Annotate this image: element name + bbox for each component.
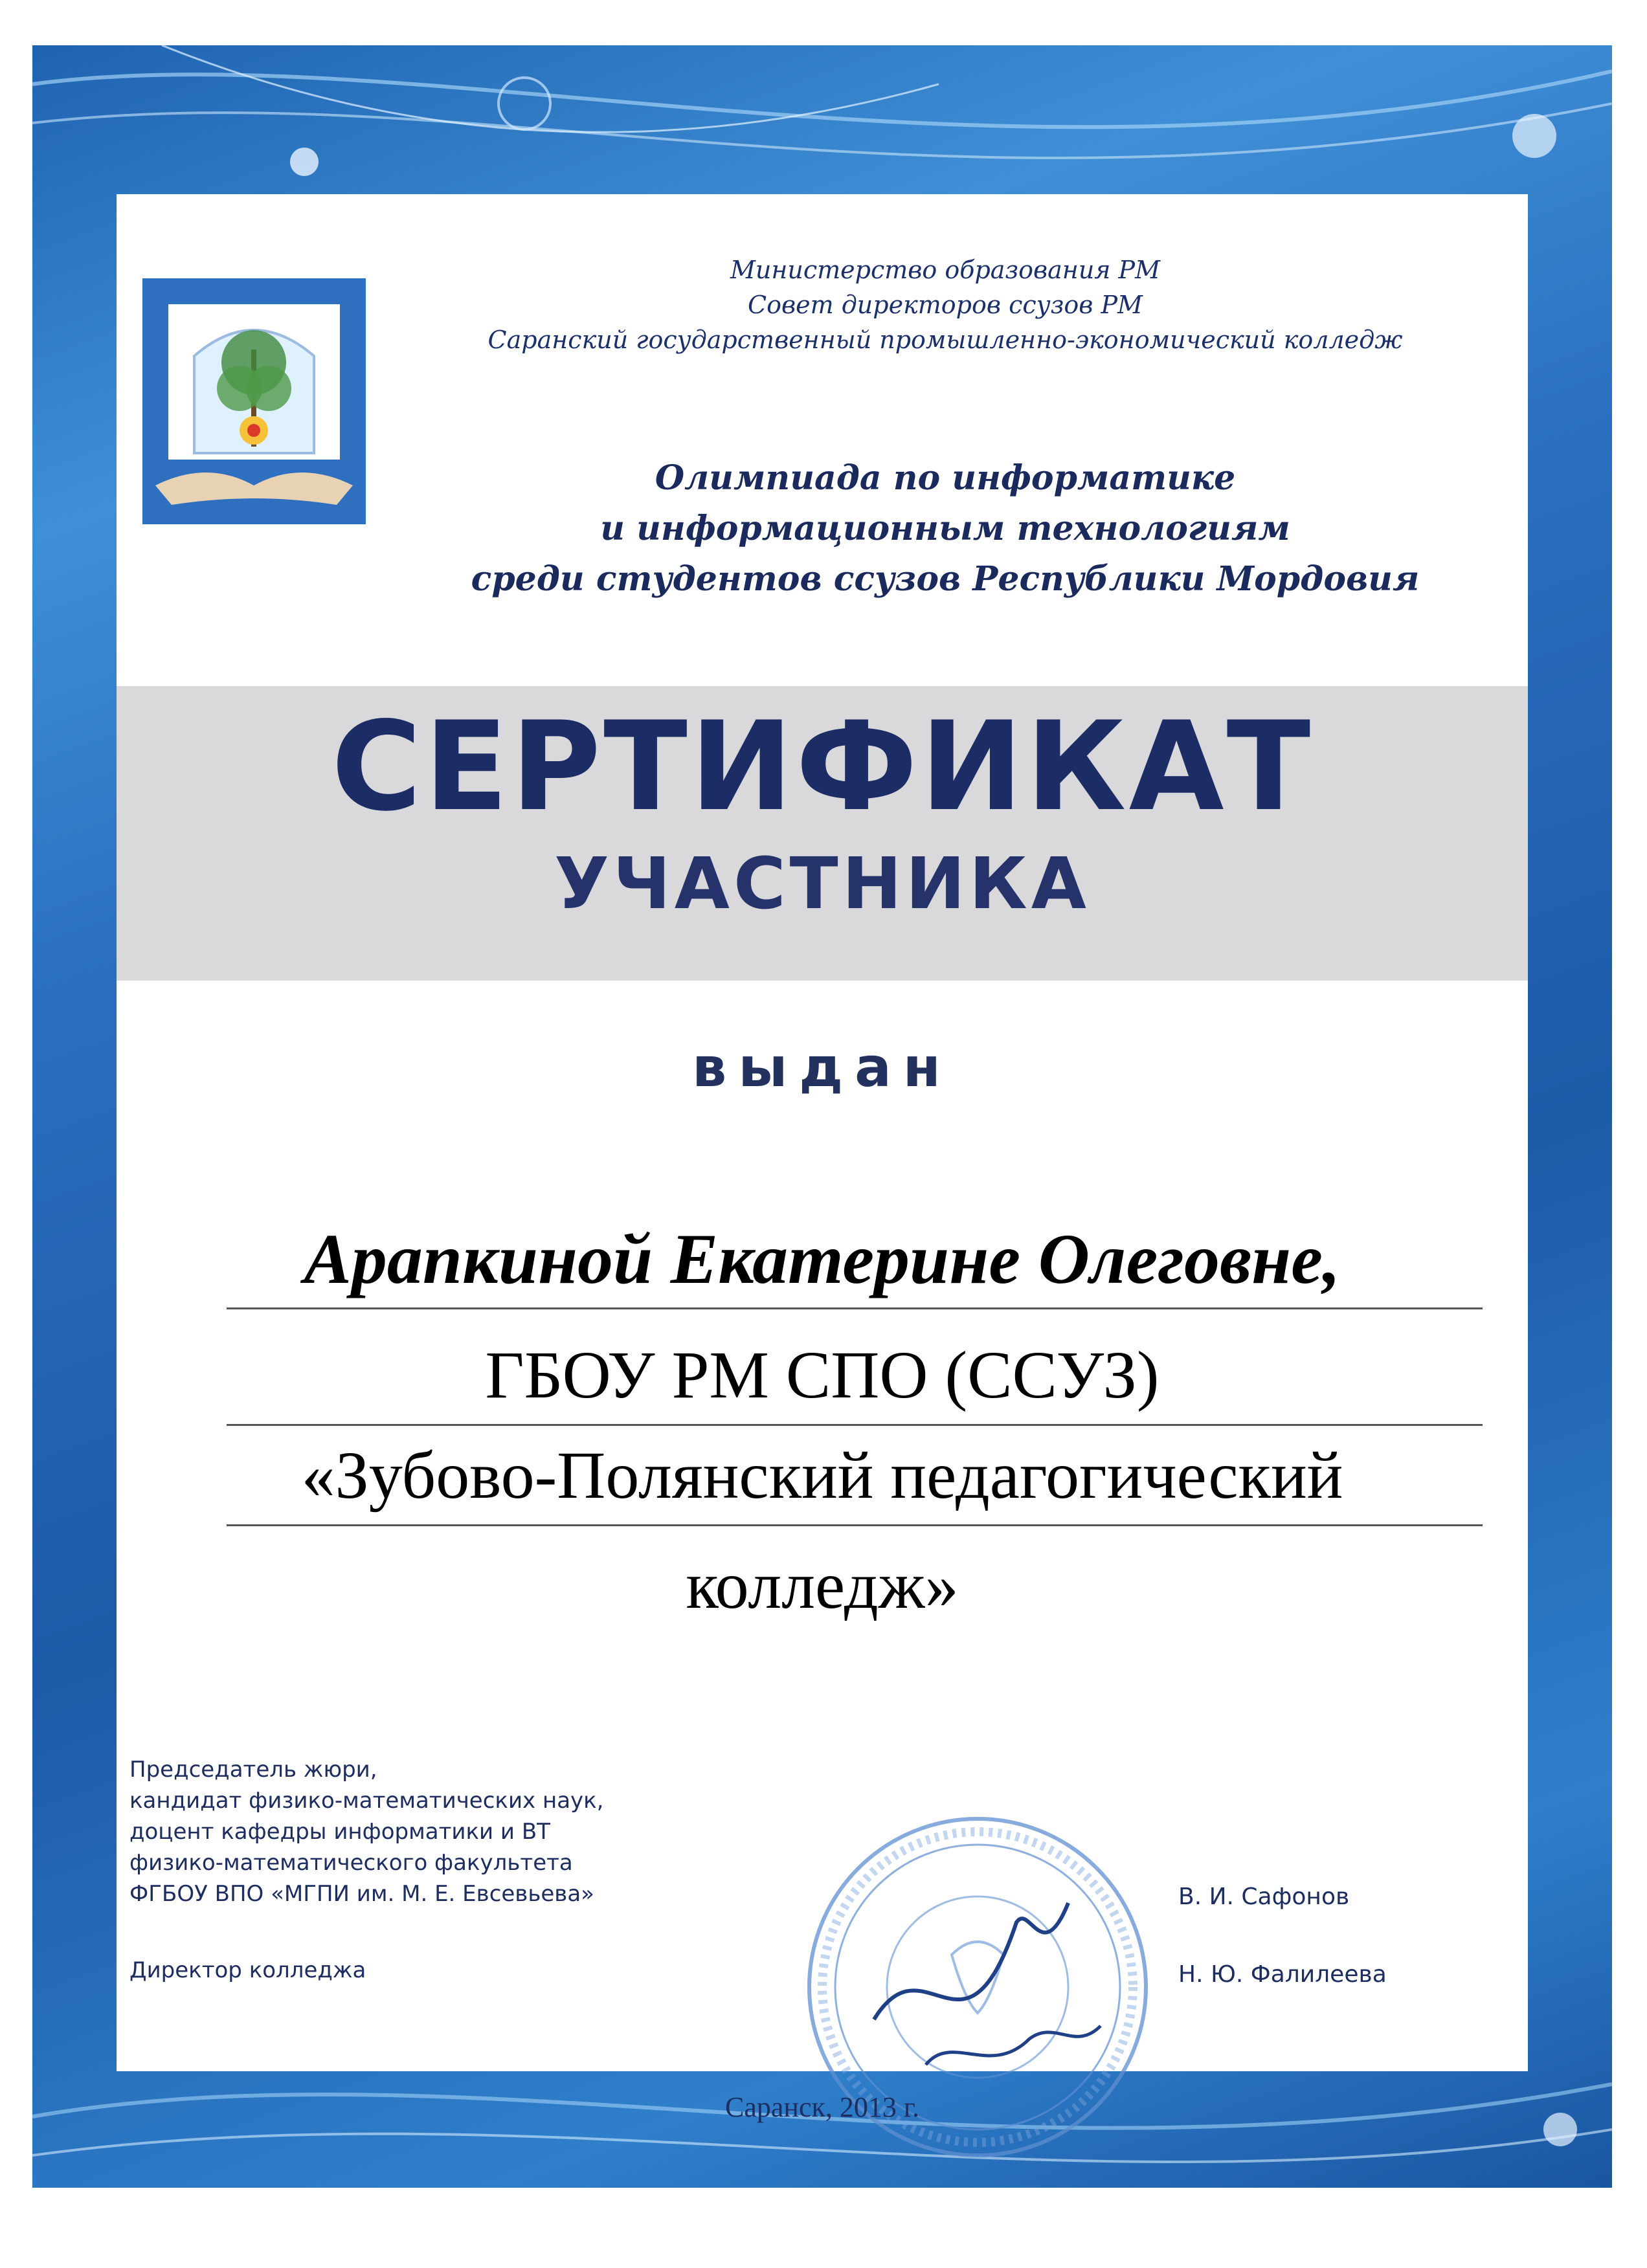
jury-line: физико-математического факультета	[129, 1850, 573, 1876]
olympiad-line: Олимпиада по информатике	[655, 458, 1236, 498]
name-underline	[227, 1307, 1483, 1309]
city-year: Саранск, 2013 г.	[725, 2091, 919, 2123]
certificate-frame	[32, 45, 1612, 2188]
org-underline	[227, 1524, 1483, 1526]
director-name: Н. Ю. Фалилеева	[1178, 1961, 1387, 1988]
header-line: Саранский государственный промышленно-экономический колледж	[487, 326, 1403, 354]
org-line-1: ГБОУ РМ СПО (ССУЗ)	[485, 1338, 1160, 1412]
issued-label: выдан	[692, 1036, 952, 1099]
header-line: Министерство образования РМ	[730, 256, 1161, 284]
director-label: Директор колледжа	[129, 1957, 366, 1983]
jury-line: ФГБОУ ВПО «МГПИ им. М. Е. Евсевьева»	[129, 1881, 594, 1907]
certificate-subtitle: УЧАСТНИКА	[554, 842, 1090, 925]
org-line-2: «Зубово-Полянский педагогический	[301, 1438, 1343, 1513]
jury-line: Председатель жюри,	[129, 1757, 377, 1783]
jury-chair-name: В. И. Сафонов	[1178, 1884, 1350, 1910]
olympiad-line: и информационным технологиям	[600, 509, 1290, 548]
certificate-title: СЕРТИФИКАТ	[331, 695, 1314, 838]
olympiad-line: среди студентов ссузов Республики Мордовия	[471, 559, 1420, 599]
recipient-name: Арапкиной Екатерине Олеговне,	[304, 1219, 1341, 1298]
header-line: Совет директоров ссузов РМ	[748, 291, 1143, 319]
certificate-body	[117, 194, 1528, 2123]
jury-chair-block	[129, 1754, 906, 1986]
olympiad-title	[395, 453, 1496, 605]
org-underline	[227, 1424, 1483, 1426]
jury-line: доцент кафедры информатики и ВТ	[129, 1819, 550, 1845]
jury-line: кандидат физико-математических наук,	[129, 1788, 604, 1814]
issuer-header	[395, 252, 1496, 357]
college-logo	[142, 278, 366, 524]
org-line-3: колледж»	[686, 1548, 959, 1623]
